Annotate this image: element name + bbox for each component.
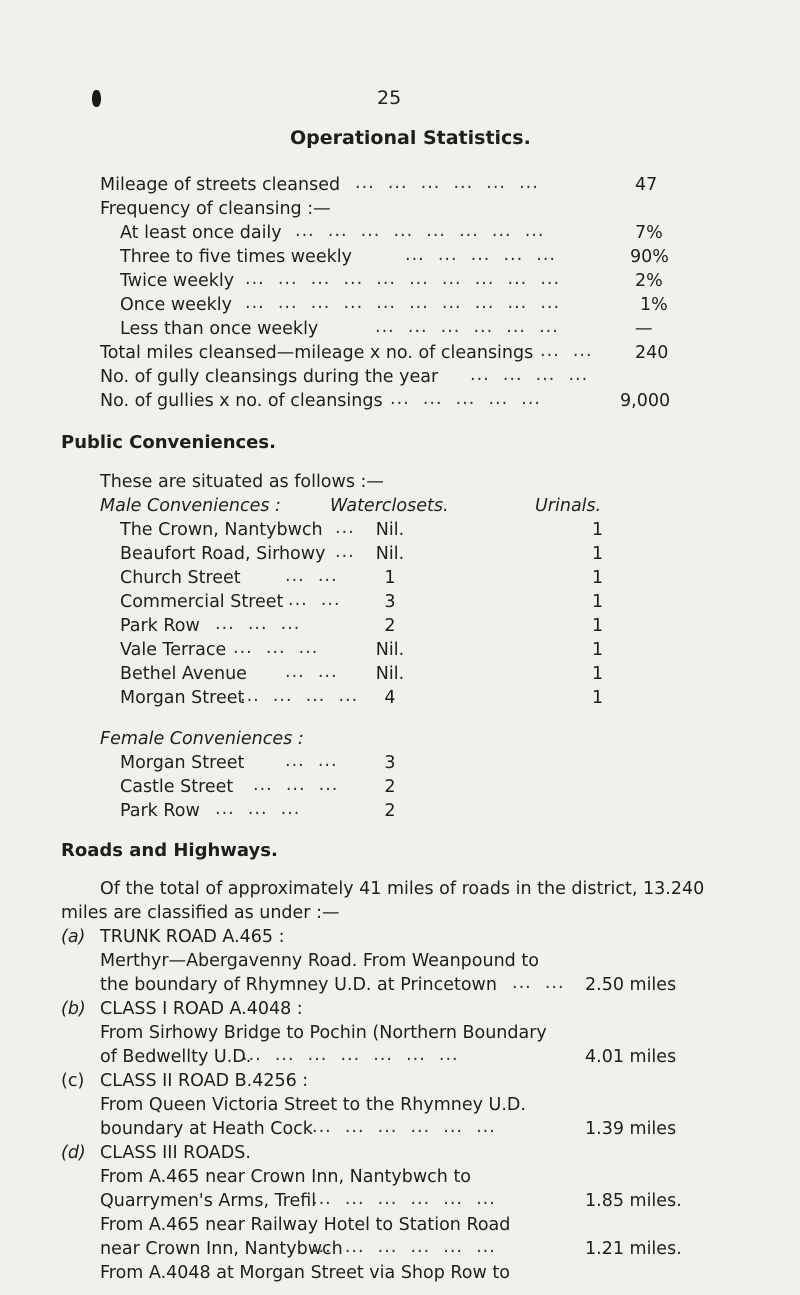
section-heading: Roads and Highways. [61, 840, 278, 861]
road-description: Quarrymen's Arms, Trefil [100, 1191, 317, 1211]
urinal-count: 1 [592, 520, 604, 540]
convenience-name: Morgan Street [120, 688, 245, 708]
wc-count: 3 [384, 753, 396, 773]
road-title: TRUNK ROAD A.465 : [100, 927, 285, 947]
wc-count: 1 [384, 568, 396, 588]
frequency-label: Frequency of cleansing :— [100, 199, 331, 219]
page-title: Operational Statistics. [290, 127, 531, 149]
convenience-name: The Crown, Nantybwch [120, 520, 323, 540]
leader-dots: ... ... ... [215, 614, 301, 634]
item-label: (c) [61, 1071, 85, 1091]
road-title: CLASS I ROAD A.4048 : [100, 999, 303, 1019]
urinal-count: 1 [592, 616, 604, 636]
road-description: boundary at Heath Cock [100, 1119, 313, 1139]
convenience-name: Castle Street [120, 777, 234, 797]
wc-count: Nil. [375, 640, 405, 660]
frequency-item-label: Less than once weekly [120, 319, 319, 339]
leader-dots: ... ... ... [233, 638, 319, 658]
frequency-item-value: 2% [635, 271, 663, 291]
mileage-value: 47 [635, 175, 658, 195]
wc-count: Nil. [375, 664, 405, 684]
road-description: From A.465 near Crown Inn, Nantybwch to [100, 1167, 472, 1187]
road-miles: 1.39 miles [585, 1119, 677, 1139]
road-miles: 4.01 miles [585, 1047, 677, 1067]
wc-count: 2 [384, 616, 396, 636]
frequency-item-label: Once weekly [120, 295, 233, 315]
leader-dots: ... ... ... [215, 799, 301, 819]
convenience-name: Morgan Street [120, 753, 245, 773]
gullies-value: 9,000 [620, 391, 671, 411]
roads-intro: miles are classified as under :— [61, 903, 340, 923]
male-heading: Male Conveniences : [100, 496, 281, 516]
wc-count: 2 [384, 801, 396, 821]
leader-dots: ... ... ... [253, 775, 339, 795]
leader-dots: ... ... [285, 566, 338, 586]
mileage-label: Mileage of streets cleansed [100, 175, 341, 195]
item-label: (b) [61, 999, 86, 1019]
road-description: From Queen Victoria Street to the Rhymney U.D. [100, 1095, 526, 1115]
item-label: (a) [61, 927, 86, 947]
gully-cleansings-label: No. of gully cleansings during the year [100, 367, 439, 387]
leader-dots: ... ... ... ... ... ... ... ... ... ... [245, 269, 561, 289]
leader-dots: ... ... [512, 973, 565, 993]
leader-dots: ... ... ... ... ... ... ... [242, 1045, 459, 1065]
gullies-label: No. of gullies x no. of cleansings [100, 391, 383, 411]
frequency-item-value: — [635, 319, 653, 339]
leader-dots: ... ... ... ... ... [405, 245, 556, 265]
convenience-name: Park Row [120, 801, 200, 821]
col-urinals: Urinals. [535, 496, 602, 516]
leader-dots: ... ... ... ... [240, 686, 359, 706]
roads-intro: Of the total of approximately 41 miles of roads in the district, 13.240 [100, 879, 705, 899]
wc-count: 4 [384, 688, 396, 708]
leader-dots: ... ... [288, 590, 341, 610]
road-title: CLASS III ROADS. [100, 1143, 251, 1163]
road-description: Merthyr—Abergavenny Road. From Weanpound to [100, 951, 539, 971]
convenience-name: Commercial Street [120, 592, 284, 612]
col-waterclosets: Waterclosets. [330, 496, 449, 516]
frequency-item-value: 1% [640, 295, 668, 315]
convenience-name: Park Row [120, 616, 200, 636]
leader-dots: ... ... [540, 341, 593, 361]
ink-blot [92, 90, 101, 107]
urinal-count: 1 [592, 640, 604, 660]
total-miles-value: 240 [635, 343, 669, 363]
leader-dots: ... ... ... ... ... ... [312, 1117, 496, 1137]
total-miles-label: Total miles cleansed—mileage x no. of cleansings [100, 343, 534, 363]
urinal-count: 1 [592, 664, 604, 684]
item-label: (d) [61, 1143, 86, 1163]
road-miles: 2.50 miles [585, 975, 677, 995]
wc-count: Nil. [375, 544, 405, 564]
road-miles: 1.21 miles. [585, 1239, 682, 1259]
frequency-item-value: 7% [635, 223, 663, 243]
frequency-item-label: Twice weekly [120, 271, 235, 291]
frequency-item-label: At least once daily [120, 223, 282, 243]
road-description: of Bedwellty U.D. [100, 1047, 252, 1067]
conveniences-intro: These are situated as follows :— [100, 472, 384, 492]
leader-dots: ... ... ... ... ... ... [375, 317, 559, 337]
leader-dots: ... ... ... ... ... ... [312, 1237, 496, 1257]
female-heading: Female Conveniences : [100, 729, 304, 749]
wc-count: Nil. [375, 520, 405, 540]
road-title: CLASS II ROAD B.4256 : [100, 1071, 309, 1091]
urinal-count: 1 [592, 568, 604, 588]
urinal-count: 1 [592, 688, 604, 708]
leader-dots: ... ... ... ... ... ... ... ... [295, 221, 545, 241]
frequency-item-label: Three to five times weekly [120, 247, 352, 267]
convenience-name: Church Street [120, 568, 241, 588]
page-number: 25 [377, 87, 402, 109]
road-miles: 1.85 miles. [585, 1191, 682, 1211]
convenience-name: Vale Terrace [120, 640, 227, 660]
wc-count: 3 [384, 592, 396, 612]
road-description: near Crown Inn, Nantybwch [100, 1239, 343, 1259]
convenience-name: Beaufort Road, Sirhowy [120, 544, 326, 564]
leader-dots: ... ... ... ... [470, 365, 589, 385]
leader-dots: ... ... ... ... ... [390, 389, 541, 409]
leader-dots: ... ... [285, 751, 338, 771]
leader-dots: ... [335, 518, 355, 538]
section-heading: Public Conveniences. [61, 432, 276, 453]
urinal-count: 1 [592, 544, 604, 564]
leader-dots: ... ... ... ... ... ... [312, 1189, 496, 1209]
leader-dots: ... [335, 542, 355, 562]
road-description: From Sirhowy Bridge to Pochin (Northern Boundary [100, 1023, 547, 1043]
frequency-item-value: 90% [630, 247, 669, 267]
leader-dots: ... ... ... ... ... ... [355, 173, 539, 193]
wc-count: 2 [384, 777, 396, 797]
urinal-count: 1 [592, 592, 604, 612]
convenience-name: Bethel Avenue [120, 664, 247, 684]
leader-dots: ... ... ... ... ... ... ... ... ... ... [245, 293, 561, 313]
road-description: From A.465 near Railway Hotel to Station Road [100, 1215, 511, 1235]
road-description: From A.4048 at Morgan Street via Shop Row to [100, 1263, 510, 1283]
road-description: the boundary of Rhymney U.D. at Princetown [100, 975, 497, 995]
leader-dots: ... ... [285, 662, 338, 682]
